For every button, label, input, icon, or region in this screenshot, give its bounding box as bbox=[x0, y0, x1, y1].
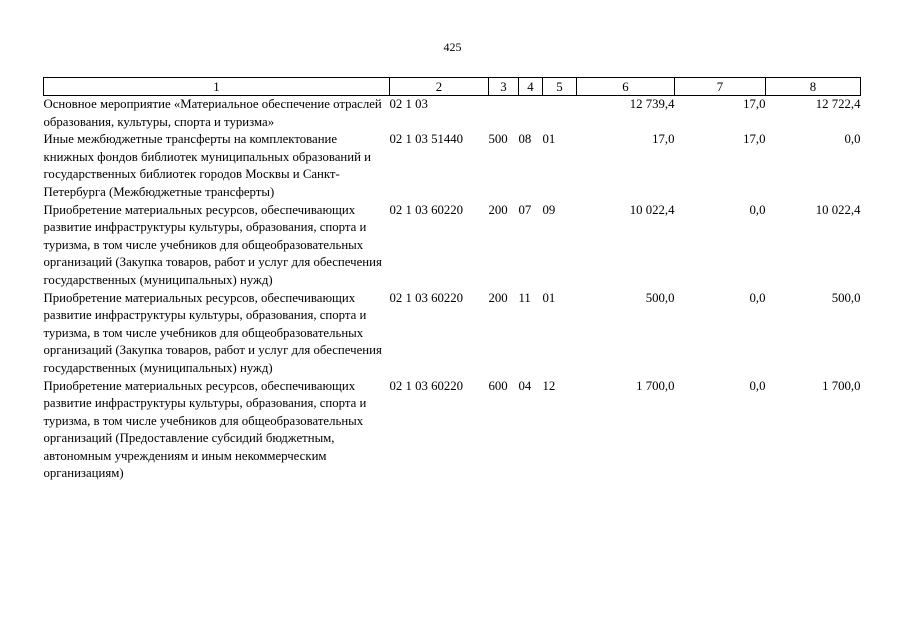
row-col6-value: 1 700,0 bbox=[636, 378, 675, 393]
row-name: Приобретение материальных ресурсов, обеспечивающих развитие инфраструктуры культуры, образования, спорта и туризма, в том числе учебников для общеобразовательных организаций (Закупка товаров, работ и услуг для обеспечения государственных (муниципальных) нужд) bbox=[43, 202, 382, 287]
header-col-6: 6 bbox=[577, 78, 675, 96]
row-expense-type: 200 bbox=[488, 202, 508, 217]
row-target-code: 02 1 03 60220 bbox=[389, 202, 464, 217]
row-name: Приобретение материальных ресурсов, обеспечивающих развитие инфраструктуры культуры, образования, спорта и туризма, в том числе учебников для общеобразовательных организаций (Предоставление субсидий бюджетным, автономным учреждениям и иным некоммерческим организациям) bbox=[43, 378, 367, 481]
row-section: 08 bbox=[518, 132, 532, 147]
table-row bbox=[44, 131, 861, 201]
table-row bbox=[44, 378, 861, 484]
table-row bbox=[44, 202, 861, 290]
row-subsection: 12 bbox=[542, 378, 556, 393]
row-col8-value: 500,0 bbox=[831, 290, 861, 305]
row-col8-value: 1 700,0 bbox=[822, 378, 861, 393]
row-name: Иные межбюджетные трансферты на комплектование книжных фондов библиотек муниципальных образований и государственных библиотек городов Москвы и Санкт-Петербурга (Межбюджетные трансферты) bbox=[43, 132, 372, 199]
row-target-code: 02 1 03 60220 bbox=[389, 290, 464, 305]
header-col-7: 7 bbox=[675, 78, 766, 96]
row-col6-value: 10 022,4 bbox=[629, 202, 675, 217]
row-section: 07 bbox=[518, 202, 532, 217]
row-col6-value: 500,0 bbox=[645, 290, 675, 305]
row-section bbox=[519, 96, 543, 132]
row-target-code: 02 1 03 bbox=[389, 97, 428, 111]
row-subsection: 01 bbox=[542, 132, 556, 147]
row-col6-value: 12 739,4 bbox=[629, 97, 675, 111]
row-section: 04 bbox=[518, 378, 532, 393]
header-col-8: 8 bbox=[766, 78, 861, 96]
header-row bbox=[44, 78, 861, 96]
table-header bbox=[44, 78, 861, 96]
row-target-code: 02 1 03 51440 bbox=[389, 132, 464, 147]
header-col-3: 3 bbox=[489, 78, 519, 96]
header-col-1: 1 bbox=[44, 78, 390, 96]
row-expense-type: 200 bbox=[488, 290, 508, 305]
table-row bbox=[44, 96, 861, 132]
row-expense-type: 600 bbox=[488, 378, 508, 393]
header-col-4: 4 bbox=[519, 78, 543, 96]
row-col7-value: 0,0 bbox=[749, 290, 766, 305]
row-col8-value: 12 722,4 bbox=[815, 97, 861, 111]
row-subsection: 09 bbox=[542, 202, 556, 217]
header-col-2: 2 bbox=[390, 78, 489, 96]
row-col7-value: 17,0 bbox=[743, 97, 766, 111]
page-number: 425 bbox=[443, 40, 462, 54]
table-row bbox=[44, 290, 861, 378]
row-col6-value: 17,0 bbox=[652, 132, 675, 147]
header-col-5: 5 bbox=[543, 78, 577, 96]
row-section: 11 bbox=[518, 290, 531, 305]
row-col8-value: 0,0 bbox=[844, 132, 861, 147]
row-expense-type: 500 bbox=[488, 132, 508, 147]
row-col8-value: 10 022,4 bbox=[815, 202, 861, 217]
row-subsection bbox=[543, 96, 577, 132]
row-col7-value: 0,0 bbox=[749, 378, 766, 393]
row-expense-type bbox=[489, 96, 519, 132]
row-col7-value: 17,0 bbox=[743, 132, 766, 147]
budget-table bbox=[43, 77, 861, 483]
table-body bbox=[44, 96, 861, 484]
row-subsection: 01 bbox=[542, 290, 556, 305]
row-col7-value: 0,0 bbox=[749, 202, 766, 217]
row-name: Приобретение материальных ресурсов, обеспечивающих развитие инфраструктуры культуры, образования, спорта и туризма, в том числе учебников для общеобразовательных организаций (Закупка товаров, работ и услуг для обеспечения государственных (муниципальных) нужд) bbox=[43, 290, 382, 375]
row-target-code: 02 1 03 60220 bbox=[389, 378, 464, 393]
row-name: Основное мероприятие «Материальное обеспечение отраслей образования, культуры, спорта и туризма» bbox=[43, 97, 382, 129]
